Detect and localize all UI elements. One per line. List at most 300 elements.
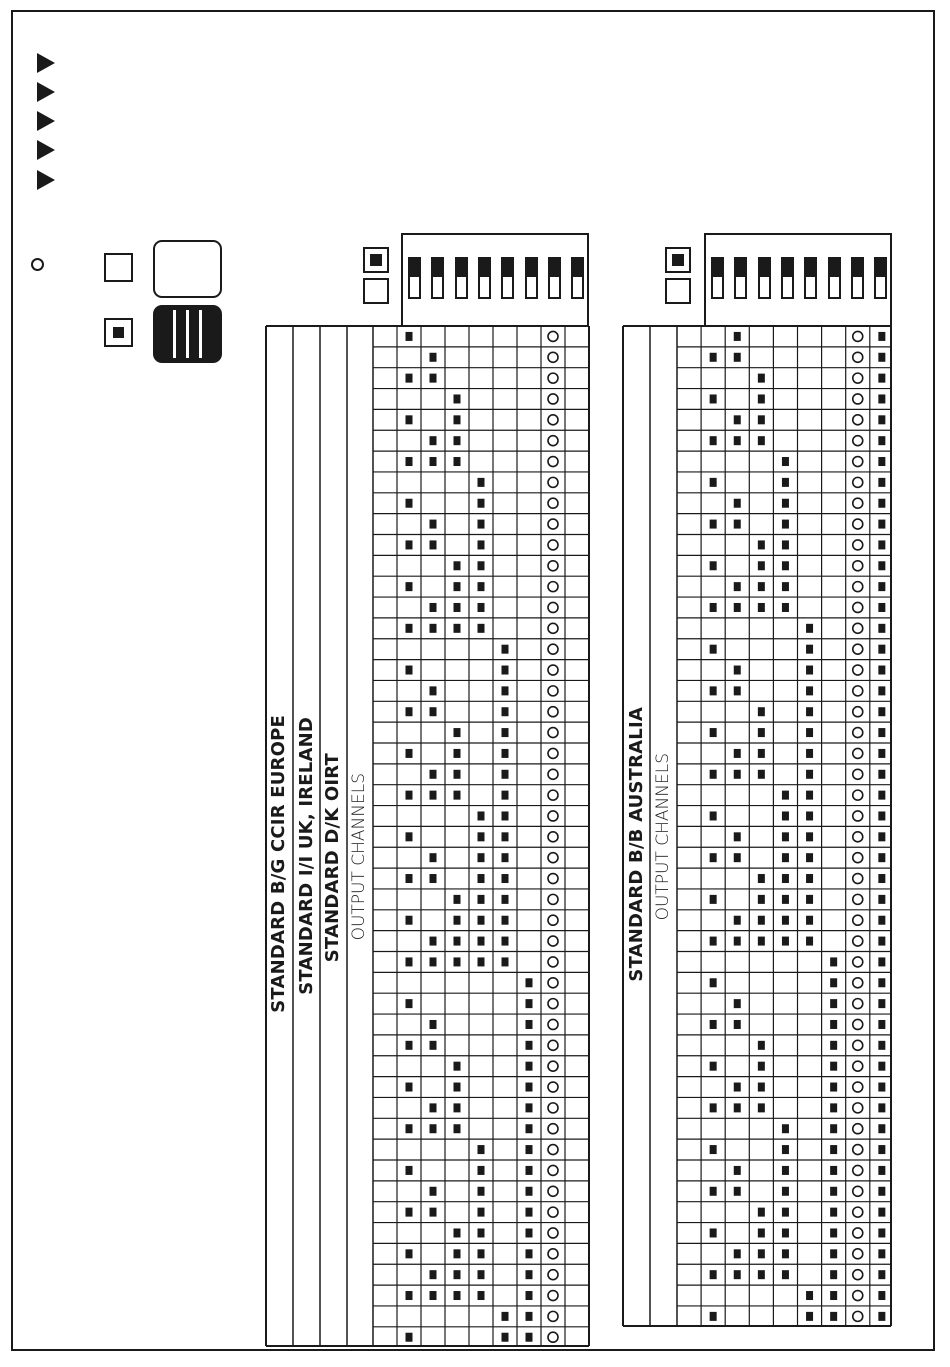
switch-on-mark [878, 895, 885, 904]
switch-on-mark [806, 811, 813, 820]
switch-off-ring [548, 644, 558, 654]
switch-on-mark [710, 686, 717, 695]
switch-off-ring [853, 436, 863, 446]
switch-on-mark [454, 895, 461, 904]
switch-off-ring [548, 1207, 558, 1217]
switch-on-mark [526, 1083, 533, 1092]
switch-off-ring [548, 477, 558, 487]
switch-on-mark [454, 749, 461, 758]
switch-on-mark [502, 728, 509, 737]
switch-off-ring [548, 999, 558, 1009]
switch-on-mark [430, 1187, 437, 1196]
switch-on-mark [782, 1270, 789, 1279]
switch-on-mark [734, 937, 741, 946]
switch-on-mark [878, 1020, 885, 1029]
switch-off-ring [853, 1249, 863, 1259]
switch-off-ring [853, 1103, 863, 1113]
switch-on-mark [806, 916, 813, 925]
switch-on-mark [430, 770, 437, 779]
switch-on-mark [478, 937, 485, 946]
switch-on-mark [734, 770, 741, 779]
switch-on-mark [830, 1270, 837, 1279]
switch-on-mark [478, 582, 485, 591]
switch-on-mark [758, 1249, 765, 1258]
switch-on-mark [454, 582, 461, 591]
empty-box-icon [104, 253, 133, 282]
switch-on-mark [454, 1103, 461, 1112]
switch-on-mark [806, 770, 813, 779]
switch-on-mark [878, 791, 885, 800]
play-arrow-icon [37, 53, 55, 73]
switch-on-mark [734, 499, 741, 508]
switch-on-mark [478, 853, 485, 862]
switch-on-mark [710, 978, 717, 987]
switch-on-mark [734, 916, 741, 925]
switch-on-mark [526, 1124, 533, 1133]
switch-on-mark [710, 645, 717, 654]
switch-on-mark [502, 811, 509, 820]
switch-off-ring [548, 457, 558, 467]
switch-on-mark [526, 999, 533, 1008]
dip-switch-icon [734, 257, 747, 299]
switch-off-ring [853, 1019, 863, 1029]
switch-off-ring [853, 915, 863, 925]
switch-on-mark [526, 1020, 533, 1029]
switch-on-mark [430, 707, 437, 716]
switch-on-mark [734, 1083, 741, 1092]
switch-off-ring [548, 769, 558, 779]
switch-off-ring [853, 769, 863, 779]
switch-on-mark [758, 770, 765, 779]
switch-off-ring [548, 602, 558, 612]
switch-off-ring [548, 1082, 558, 1092]
dip-switch-icon [548, 257, 561, 299]
switch-on-mark [758, 436, 765, 445]
switch-on-mark [806, 937, 813, 946]
switch-off-ring [548, 519, 558, 529]
switch-off-ring [853, 457, 863, 467]
switch-on-mark [782, 895, 789, 904]
dip-switch-icon [781, 257, 794, 299]
switch-on-mark [734, 666, 741, 675]
switch-on-mark [430, 520, 437, 529]
switch-on-mark [878, 1312, 885, 1321]
switch-on-mark [454, 561, 461, 570]
switch-on-mark [878, 686, 885, 695]
switch-on-mark [502, 874, 509, 883]
switch-on-mark [526, 1228, 533, 1237]
switch-on-mark [454, 1291, 461, 1300]
switch-off-ring [853, 707, 863, 717]
switch-on-mark [878, 1062, 885, 1071]
switch-on-mark [478, 1166, 485, 1175]
switch-on-mark [430, 1208, 437, 1217]
switch-on-mark [526, 978, 533, 987]
switch-on-mark [758, 374, 765, 383]
standard-label: STANDARD I/I UK, IRELAND [296, 717, 317, 995]
switch-on-mark [502, 853, 509, 862]
switch-on-mark [782, 1124, 789, 1133]
switch-on-mark [406, 1083, 413, 1092]
switch-on-mark [478, 1208, 485, 1217]
play-arrow-icon [37, 82, 55, 102]
ring-icon [31, 258, 44, 271]
switch-on-mark [406, 832, 413, 841]
switch-on-mark [806, 749, 813, 758]
switch-on-mark [406, 874, 413, 883]
switch-on-mark [878, 561, 885, 570]
switch-on-mark [782, 499, 789, 508]
blank-screen-icon [153, 240, 222, 298]
switch-on-mark [782, 1249, 789, 1258]
switch-on-mark [878, 1187, 885, 1196]
switch-off-ring [853, 519, 863, 529]
switch-off-ring [853, 352, 863, 362]
switch-on-mark [710, 1103, 717, 1112]
switch-on-mark [782, 1145, 789, 1154]
switch-on-mark [878, 853, 885, 862]
switch-on-mark [454, 957, 461, 966]
switch-on-mark [806, 874, 813, 883]
switch-on-mark [782, 540, 789, 549]
switch-on-mark [734, 853, 741, 862]
switch-on-mark [878, 394, 885, 403]
switch-off-ring [853, 561, 863, 571]
switch-on-mark [526, 1333, 533, 1342]
switch-on-mark [734, 1249, 741, 1258]
switch-off-ring [853, 936, 863, 946]
switch-on-mark [878, 707, 885, 716]
switch-off-ring [548, 874, 558, 884]
switch-off-ring [853, 957, 863, 967]
switch-on-mark [406, 707, 413, 716]
switch-on-mark [406, 624, 413, 633]
switch-off-ring [853, 1145, 863, 1155]
switch-on-mark [830, 1228, 837, 1237]
switch-off-ring [548, 707, 558, 717]
switch-on-mark [430, 874, 437, 883]
switch-on-mark [878, 749, 885, 758]
switch-on-mark [758, 1228, 765, 1237]
switch-off-ring [548, 373, 558, 383]
switch-on-mark [478, 1249, 485, 1258]
switch-on-mark [734, 603, 741, 612]
switch-on-mark [782, 832, 789, 841]
filled-box-icon [104, 318, 133, 347]
switch-on-mark [454, 1083, 461, 1092]
switch-off-ring [853, 498, 863, 508]
switch-on-mark [430, 1291, 437, 1300]
switch-on-mark [710, 353, 717, 362]
switch-on-mark [710, 1270, 717, 1279]
switch-on-mark [878, 770, 885, 779]
switch-on-mark [734, 582, 741, 591]
switch-on-mark [782, 603, 789, 612]
switch-on-mark [430, 937, 437, 946]
switch-on-mark [782, 791, 789, 800]
switch-on-mark [878, 1124, 885, 1133]
switch-on-mark [478, 624, 485, 633]
switch-on-mark [710, 603, 717, 612]
switch-on-mark [502, 707, 509, 716]
switch-on-mark [758, 916, 765, 925]
standard-label: STANDARD B/B AUSTRALIA [626, 707, 647, 982]
switch-on-mark [734, 1020, 741, 1029]
switch-on-mark [758, 1103, 765, 1112]
switch-on-mark [758, 749, 765, 758]
switch-on-mark [878, 374, 885, 383]
switch-on-mark [830, 1249, 837, 1258]
switch-on-mark [430, 686, 437, 695]
switch-off-ring [853, 811, 863, 821]
switch-off-ring [548, 540, 558, 550]
switch-on-mark [782, 561, 789, 570]
switch-on-mark [878, 1249, 885, 1258]
switch-on-legend-icon [665, 247, 691, 273]
switch-on-mark [878, 1166, 885, 1175]
switch-off-ring [853, 1311, 863, 1321]
switch-on-mark [806, 686, 813, 695]
switch-on-mark [430, 1020, 437, 1029]
switch-on-mark [526, 1208, 533, 1217]
standard-label: STANDARD B/G CCIR EUROPE [268, 715, 289, 1013]
output-channels-label: OUTPUT CHANNELS [653, 752, 673, 920]
switch-on-mark [454, 457, 461, 466]
switch-off-ring [853, 602, 863, 612]
switch-on-mark [406, 1291, 413, 1300]
switch-on-mark [406, 582, 413, 591]
switch-on-mark [878, 1083, 885, 1092]
switch-on-mark [430, 853, 437, 862]
switch-on-mark [454, 1124, 461, 1133]
switch-on-mark [406, 999, 413, 1008]
switch-off-ring [548, 1165, 558, 1175]
switch-on-mark [454, 436, 461, 445]
switch-off-ring [853, 582, 863, 592]
switch-off-ring [548, 1291, 558, 1301]
switch-on-mark [406, 1124, 413, 1133]
switch-on-mark [478, 811, 485, 820]
switch-on-mark [806, 624, 813, 633]
switch-on-mark [406, 415, 413, 424]
switch-off-ring [548, 1103, 558, 1113]
switch-on-mark [502, 957, 509, 966]
switch-on-mark [734, 1103, 741, 1112]
switch-on-mark [710, 1187, 717, 1196]
dip-switch-block-left [401, 233, 589, 327]
switch-on-mark [782, 874, 789, 883]
switch-on-mark [502, 895, 509, 904]
switch-off-ring [548, 1332, 558, 1342]
standard-label: STANDARD D/K OIRT [322, 752, 343, 962]
switch-on-mark [406, 666, 413, 675]
switch-on-mark [878, 1145, 885, 1154]
switch-on-mark [758, 728, 765, 737]
switch-off-ring [548, 936, 558, 946]
switch-on-mark [526, 1291, 533, 1300]
switch-on-mark [806, 666, 813, 675]
switch-off-ring [853, 1061, 863, 1071]
switch-on-mark [430, 1270, 437, 1279]
switch-on-mark [878, 1103, 885, 1112]
switch-on-mark [430, 1124, 437, 1133]
switch-on-mark [526, 1270, 533, 1279]
switch-on-mark [454, 603, 461, 612]
switch-off-ring [853, 665, 863, 675]
dip-switch-block-right [704, 233, 892, 327]
switch-on-mark [526, 1041, 533, 1050]
switch-on-mark [878, 1208, 885, 1217]
switch-on-mark [454, 1228, 461, 1237]
switch-on-mark [878, 978, 885, 987]
switch-on-mark [406, 749, 413, 758]
switch-on-mark [478, 499, 485, 508]
switch-on-mark [710, 1312, 717, 1321]
switch-on-mark [782, 457, 789, 466]
switch-on-mark [502, 645, 509, 654]
dip-switch-icon [525, 257, 538, 299]
switch-on-mark [806, 832, 813, 841]
switch-on-mark [406, 1333, 413, 1342]
switch-on-mark [758, 1208, 765, 1217]
switch-on-mark [830, 1187, 837, 1196]
switch-on-mark [830, 957, 837, 966]
switch-on-mark [878, 874, 885, 883]
switch-on-mark [406, 791, 413, 800]
switch-on-mark [878, 332, 885, 341]
switch-off-ring [548, 1311, 558, 1321]
switch-on-mark [710, 811, 717, 820]
switch-on-mark [734, 353, 741, 362]
switch-on-mark [454, 1249, 461, 1258]
switch-off-ring [853, 790, 863, 800]
switch-on-mark [478, 895, 485, 904]
switch-on-mark [782, 1166, 789, 1175]
play-arrow-icon [37, 111, 55, 131]
switch-off-ring [548, 790, 558, 800]
switch-on-mark [454, 937, 461, 946]
switch-on-mark [710, 561, 717, 570]
switch-off-ring [853, 894, 863, 904]
switch-on-mark [406, 1249, 413, 1258]
dip-switch-icon [851, 257, 864, 299]
switch-on-mark [830, 1312, 837, 1321]
switch-on-mark [878, 832, 885, 841]
switch-on-mark [806, 853, 813, 862]
switch-off-ring [853, 1228, 863, 1238]
switch-on-mark [430, 791, 437, 800]
switch-on-mark [478, 561, 485, 570]
switch-on-mark [758, 394, 765, 403]
switch-on-mark [526, 1249, 533, 1258]
switch-on-mark [430, 1103, 437, 1112]
switch-on-mark [526, 1187, 533, 1196]
switch-on-mark [830, 1291, 837, 1300]
switch-on-mark [502, 916, 509, 925]
switch-off-ring [548, 1040, 558, 1050]
switch-on-mark [710, 1020, 717, 1029]
switch-on-mark [710, 1062, 717, 1071]
switch-off-ring [853, 1291, 863, 1301]
switch-off-ring [548, 978, 558, 988]
switch-off-ring [548, 623, 558, 633]
switch-off-ring [853, 728, 863, 738]
switch-on-mark [878, 728, 885, 737]
switch-on-mark [406, 957, 413, 966]
vertical-bars-screen-icon [153, 305, 222, 363]
switch-on-mark [878, 916, 885, 925]
switch-on-mark [478, 520, 485, 529]
switch-on-mark [734, 999, 741, 1008]
switch-on-mark [878, 1291, 885, 1300]
switch-on-mark [478, 478, 485, 487]
switch-on-mark [758, 1270, 765, 1279]
switch-off-ring [853, 1270, 863, 1280]
switch-on-mark [734, 520, 741, 529]
switch-off-ring [548, 394, 558, 404]
switch-on-mark [710, 1228, 717, 1237]
dip-switch-icon [828, 257, 841, 299]
dip-switch-icon [431, 257, 444, 299]
switch-on-mark [758, 582, 765, 591]
switch-off-ring [548, 915, 558, 925]
switch-off-ring [853, 1165, 863, 1175]
switch-on-mark [502, 770, 509, 779]
switch-on-mark [406, 332, 413, 341]
switch-on-mark [710, 436, 717, 445]
switch-off-ring [853, 394, 863, 404]
switch-on-mark [406, 540, 413, 549]
switch-on-mark [830, 999, 837, 1008]
switch-on-mark [758, 603, 765, 612]
switch-on-mark [526, 1145, 533, 1154]
switch-on-mark [878, 603, 885, 612]
switch-off-ring [548, 894, 558, 904]
switch-on-mark [878, 415, 885, 424]
switch-on-mark [710, 728, 717, 737]
switch-on-mark [878, 1228, 885, 1237]
switch-on-mark [406, 916, 413, 925]
switch-off-ring [853, 415, 863, 425]
switch-on-mark [478, 603, 485, 612]
dip-switch-icon [408, 257, 421, 299]
switch-on-mark [734, 332, 741, 341]
switch-off-ring [548, 957, 558, 967]
switch-on-mark [710, 853, 717, 862]
switch-off-ring [548, 561, 558, 571]
switch-on-mark [878, 1270, 885, 1279]
switch-on-mark [430, 457, 437, 466]
switch-on-mark [478, 1145, 485, 1154]
switch-on-mark [782, 916, 789, 925]
switch-off-ring [548, 498, 558, 508]
switch-on-mark [502, 1312, 509, 1321]
switch-on-mark [478, 1228, 485, 1237]
switch-on-mark [478, 1291, 485, 1300]
switch-off-ring [853, 978, 863, 988]
switch-off-ring [853, 874, 863, 884]
switch-on-mark [526, 1062, 533, 1071]
switch-on-mark [502, 666, 509, 675]
switch-on-mark [430, 624, 437, 633]
switch-on-mark [454, 791, 461, 800]
switch-on-mark [454, 1270, 461, 1279]
switch-on-mark [710, 770, 717, 779]
switch-on-mark [782, 1208, 789, 1217]
switch-on-mark [430, 436, 437, 445]
switch-on-mark [454, 916, 461, 925]
switch-off-ring [548, 1270, 558, 1280]
